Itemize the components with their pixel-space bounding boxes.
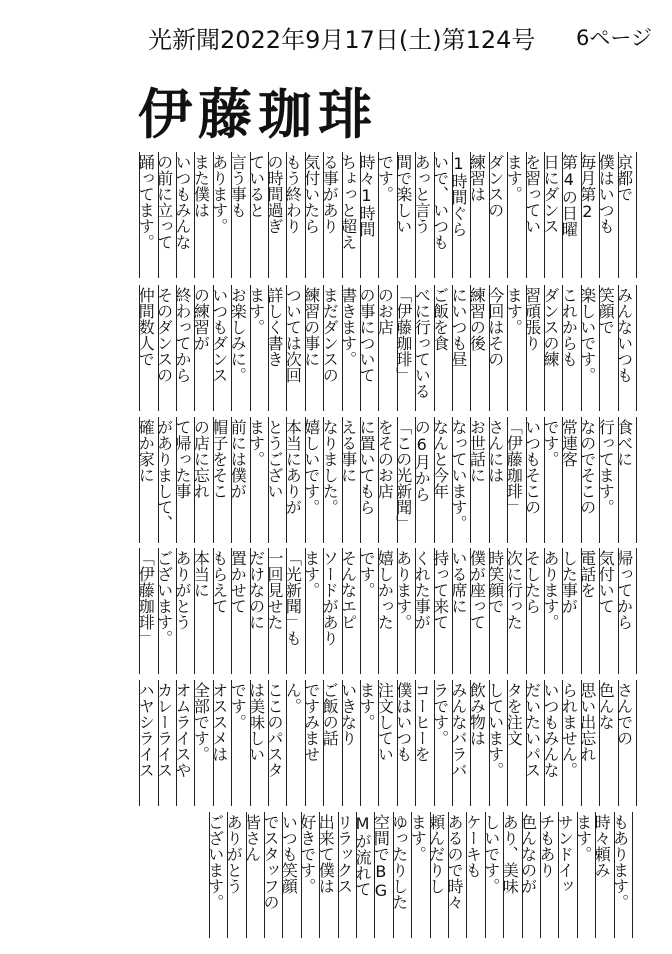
text-column: ありがとう — [173, 550, 192, 630]
text-column: とうござい — [265, 419, 284, 499]
text-column: 行ってます。 — [596, 419, 616, 515]
text-column: 一回見せた — [265, 550, 284, 630]
text-column: の事について — [357, 287, 376, 383]
text-column: みんないつも — [614, 287, 634, 383]
text-column: しいです。 — [481, 814, 501, 894]
column-rule — [636, 417, 637, 543]
text-column: にいつも昼 — [449, 287, 468, 367]
text-column: 言う事も — [228, 154, 248, 218]
text-column: ご飯を食 — [430, 287, 450, 351]
text-column: 日にダンス — [541, 154, 560, 234]
text-column: ます。 — [246, 287, 266, 335]
text-column: ソードがあり — [320, 550, 340, 646]
text-column: に置いてもら — [357, 419, 376, 515]
text-column: くれた事が — [412, 550, 432, 630]
text-column: 帽子をそこ — [209, 419, 229, 499]
text-column: しています。 — [485, 682, 505, 778]
text-column: 出来て僕は — [316, 814, 336, 894]
text-column: いつもダンス — [209, 287, 229, 383]
text-column: ます。 — [573, 814, 593, 862]
text-column: 間で楽しい — [393, 154, 413, 234]
text-column: ございます。 — [154, 550, 174, 646]
text-column: の前に立って — [154, 154, 174, 250]
text-column: 皆さん — [242, 814, 262, 862]
text-column: ハヤシライス — [136, 682, 156, 778]
text-column: いつもそこの — [522, 419, 542, 515]
newspaper-header — [0, 18, 672, 58]
text-column: でスタッフの — [261, 814, 280, 910]
text-column: 気付いたら — [301, 154, 321, 234]
text-column: ゆったりした — [389, 814, 409, 910]
column-rule — [636, 285, 637, 411]
text-column: ダンスの練 — [541, 287, 560, 367]
text-column: もう終わり — [283, 154, 303, 234]
text-column: 練習の後 — [467, 287, 487, 351]
issue-line: 光新聞2022年9月17日(土)第124号 — [148, 26, 536, 54]
text-column: 1時間ぐら — [449, 154, 468, 237]
text-column: 食べに — [614, 419, 634, 467]
text-column: チもあり — [537, 814, 556, 878]
text-column: なりました。 — [320, 419, 340, 515]
text-column: リラックス — [334, 814, 354, 894]
text-column: ます。 — [408, 814, 428, 862]
text-column: 置かせて — [228, 550, 248, 614]
text-column: の6月から — [412, 419, 432, 502]
text-column: 「伊藤珈琲」 — [136, 550, 156, 646]
text-column: また僕は — [191, 154, 211, 218]
text-column: 帰ってから — [614, 550, 634, 630]
text-column: なんと今年 — [430, 419, 450, 499]
text-column: 練習は — [467, 154, 487, 202]
text-column: 時々頼み — [592, 814, 612, 878]
text-column: さんには — [485, 419, 505, 483]
text-column: 好きです。 — [297, 814, 317, 894]
text-column: サンドイッ — [555, 814, 575, 894]
text-column: の店に忘れ — [191, 419, 211, 499]
text-column: 持って来て — [430, 550, 450, 630]
text-column: 「光新聞」も — [283, 550, 303, 646]
text-column: 習頑張り — [522, 287, 542, 351]
text-column: あるので時々 — [445, 814, 464, 910]
text-column: いつもみんな — [173, 154, 192, 250]
text-column: Mが流れて — [353, 814, 372, 897]
article-title: 伊藤珈琲 — [138, 82, 378, 146]
text-column: した事が — [559, 550, 579, 614]
text-column: 書きます。 — [338, 287, 358, 367]
text-column: 練習の事に — [301, 287, 321, 367]
column-rule — [636, 152, 637, 278]
text-column: お世話に — [467, 419, 487, 483]
text-column: ラです。 — [430, 682, 450, 746]
text-column: これからも — [559, 287, 579, 367]
text-column: 頼んだりし — [426, 814, 446, 894]
text-column: コーヒーを — [412, 682, 432, 762]
text-column: オススメは — [209, 682, 229, 762]
text-column: 今回はその — [485, 287, 505, 367]
text-column: あります。 — [541, 550, 560, 630]
text-column: です。 — [541, 419, 560, 467]
text-column: あります。 — [209, 154, 229, 234]
text-column: ます。 — [246, 419, 266, 467]
text-column: 本当にありが — [283, 419, 303, 515]
text-column: 電話を — [577, 550, 597, 598]
text-column: 踊ってます。 — [136, 154, 156, 250]
text-column: さんでの — [614, 682, 634, 746]
text-column: 前には僕が — [228, 419, 248, 499]
text-column: ケーキも — [463, 814, 483, 878]
text-column: ついては次回 — [283, 287, 303, 383]
text-column: 飲み物は — [467, 682, 487, 746]
text-column: 「伊藤珈琲」 — [504, 419, 524, 515]
text-column: だけなのに — [246, 550, 266, 630]
text-column: タを注文 — [504, 682, 524, 746]
text-column: なっています。 — [449, 419, 468, 531]
text-column: ここのパスタ — [265, 682, 284, 778]
text-column: がありまして、 — [154, 419, 174, 531]
text-column: まだダンスの — [320, 287, 340, 383]
text-column: の時間過ぎ — [265, 154, 284, 234]
text-column: 次に行った — [504, 550, 524, 630]
text-column: あります。 — [393, 550, 413, 630]
page-number: 6ページ — [576, 26, 652, 50]
text-column: カレーライス — [154, 682, 174, 778]
text-column: 楽しいです。 — [577, 287, 597, 383]
text-column: 仲間数人で — [136, 287, 156, 367]
text-column: 常連客 — [559, 419, 579, 467]
text-column: は美味しい — [246, 682, 266, 762]
column-rule — [636, 680, 637, 806]
text-column: です。 — [228, 682, 248, 730]
text-column: 気付いて — [596, 550, 616, 614]
text-column: ちょっと超え — [338, 154, 358, 250]
text-column: いで、いつも — [430, 154, 450, 250]
text-column: 全部です。 — [191, 682, 211, 762]
text-column: 時々1時間 — [357, 154, 376, 237]
text-column: だいたいパス — [522, 682, 542, 778]
text-column: 第4の日曜 — [559, 154, 579, 237]
text-column: 嬉しかった — [375, 550, 395, 630]
text-column: もらえて — [209, 550, 229, 614]
text-column: のお店 — [375, 287, 395, 335]
text-column: 詳しく書き — [265, 287, 284, 367]
text-column: 「この光新聞」 — [393, 419, 413, 531]
text-column: 僕はいつも — [596, 154, 616, 234]
text-column: 笑顔で — [596, 287, 616, 335]
text-column: ご飯の話 — [320, 682, 340, 746]
text-column: 毎月第2 — [577, 154, 597, 221]
text-column: ます。 — [504, 154, 524, 202]
text-column: ます。 — [301, 550, 321, 598]
text-column: ていると — [246, 154, 266, 218]
text-column: を習ってい — [522, 154, 542, 234]
text-column: あり、美味 — [500, 814, 520, 894]
text-column: ございます。 — [205, 814, 225, 910]
text-column: 思い出忘れ — [577, 682, 597, 762]
text-column: あっと言う — [412, 154, 432, 234]
text-column: いつも笑顔 — [279, 814, 299, 894]
text-column: ダンスの — [485, 154, 505, 218]
text-column: 僕が座って — [467, 550, 487, 630]
text-column: ん。 — [283, 682, 303, 714]
text-column: 本当に — [191, 550, 211, 598]
column-rule — [636, 548, 637, 674]
text-column: いつもみんな — [541, 682, 560, 778]
text-column: べに行っている — [412, 287, 432, 399]
text-column: です。 — [375, 154, 395, 202]
text-column: 「伊藤珈琲」 — [393, 287, 413, 383]
text-column: そんなエピ — [338, 550, 358, 630]
text-column: 嬉しいです。 — [301, 419, 321, 515]
text-column: ます。 — [357, 682, 376, 730]
text-column: 空間でBG — [371, 814, 391, 900]
text-column: られません。 — [559, 682, 579, 778]
text-column: 注文してい — [375, 682, 395, 762]
text-column: そしたら — [522, 550, 542, 614]
text-column: る事があり — [320, 154, 340, 234]
text-column: いきなり — [338, 682, 358, 746]
text-column: ですみませ — [301, 682, 321, 762]
text-column: みんなバラバ — [449, 682, 468, 778]
text-column: 確か家に — [136, 419, 156, 483]
text-column: もあります。 — [610, 814, 630, 910]
text-column: 時笑顔で — [485, 550, 505, 614]
text-column: 僕はいつも — [393, 682, 413, 762]
text-column: をそのお店 — [375, 419, 395, 499]
text-column: 終わってから — [173, 287, 192, 383]
text-column: 色んな — [596, 682, 616, 730]
text-column: 京都で — [614, 154, 634, 202]
text-column: の練習が — [191, 287, 211, 351]
text-column: です。 — [357, 550, 376, 598]
text-column: 色んなのが — [518, 814, 538, 894]
text-column: ありがとう — [224, 814, 244, 894]
text-column: なのでそこの — [577, 419, 597, 515]
text-column: オムライスや — [173, 682, 192, 778]
column-rule — [632, 812, 633, 938]
text-column: いる席に — [449, 550, 468, 614]
text-column: そのダンスの — [154, 287, 174, 383]
text-column: える事に — [338, 419, 358, 483]
text-column: て帰った事 — [173, 419, 192, 499]
text-column: お楽しみに。 — [228, 287, 248, 383]
text-column: ます。 — [504, 287, 524, 335]
